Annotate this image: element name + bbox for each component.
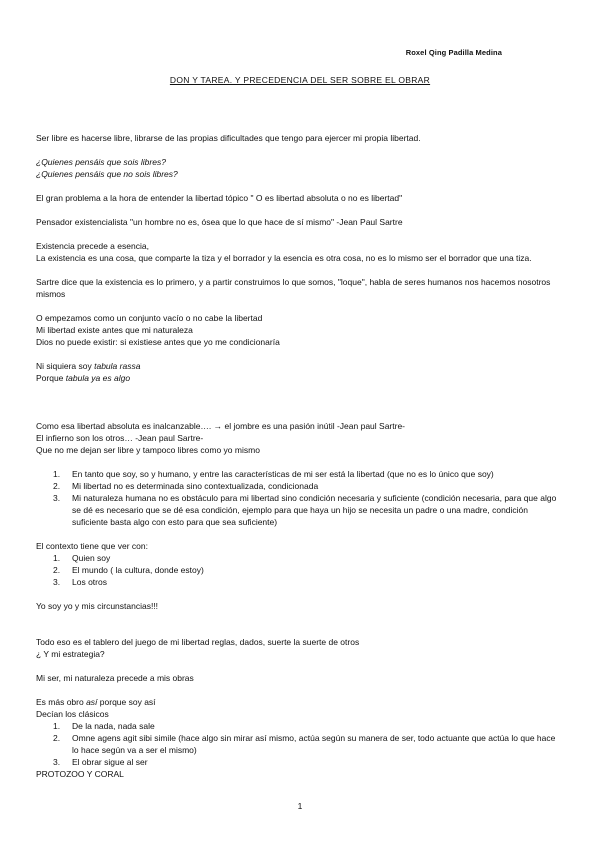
question-line	[36, 156, 564, 168]
text-span: Porque	[36, 373, 66, 383]
paragraph: El contexto tiene que ver con:	[36, 541, 148, 551]
list-item-text: Omne agens agit sibi simile (hace algo sin mirar así mismo, actúa según su manera de ser, todo actuante que actúa lo que hace lo hace según va a ser el mismo)	[72, 733, 556, 755]
paragraph: Decían los clásicos	[36, 709, 109, 719]
paragraph: Dios no puede existir: si existiese antes que yo me condicionaría	[36, 337, 280, 347]
list-item-text: El mundo ( la cultura, donde estoy)	[72, 565, 204, 575]
paragraph: Existencia precede a esencia,	[36, 241, 149, 251]
list-item-text: Mi naturaleza humana no es obstáculo para mi libertad sino condición necesaria y suficiente (condición necesaria, para que algo se dé es necesario que se dé esa condición, ejemplo para que haya un hijo se necesita un padre o una madre, condición suficiente basta algo con esto para que sea suficiente)	[72, 493, 557, 527]
paragraph: Ser libre es hacerse libre, librarse de las propias dificultades que tengo para ejercer mi propia libertad.	[36, 133, 421, 143]
list-item-text: De la nada, nada sale	[72, 721, 155, 731]
list-item	[36, 480, 564, 492]
list-item	[36, 576, 564, 588]
list-item-text: El obrar sigue al ser	[72, 757, 148, 767]
question-text: ¿Quienes pensáis que no sois libres?	[36, 169, 178, 179]
paragraph	[36, 696, 564, 708]
numbered-list	[36, 468, 564, 528]
author-name: Roxel Qing Padilla Medina	[405, 48, 502, 57]
paragraph: Todo eso es el tablero del juego de mi libertad reglas, dados, suerte la suerte de otros	[36, 637, 360, 647]
paragraph	[36, 360, 564, 372]
list-item-text: Mi libertad no es determinada sino contextualizada, condicionada	[72, 481, 319, 491]
list-number: 1.	[53, 469, 61, 479]
list-number: 2.	[53, 733, 61, 743]
question-text: ¿Quienes pensáis que sois libres?	[36, 157, 166, 167]
numbered-list	[36, 552, 564, 588]
list-number: 3.	[53, 493, 61, 503]
list-item-text: Quien soy	[72, 553, 111, 563]
list-item	[36, 756, 564, 768]
paragraph: La existencia es una cosa, que comparte la tiza y el borrador y la esencia es otra cosa, no es lo mismo ser el borrador que una tiza.	[36, 253, 532, 263]
paragraph: Mi ser, mi naturaleza precede a mis obras	[36, 673, 194, 683]
list-item	[36, 468, 564, 480]
list-number: 1.	[53, 721, 61, 731]
paragraph: PROTOZOO Y CORAL	[36, 769, 124, 779]
list-item	[36, 552, 564, 564]
paragraph: Pensador existencialista "un hombre no es, ósea que lo que hace de sí mismo" -Jean Paul Sartre	[36, 217, 403, 227]
paragraph: Como esa libertad absoluta es inalcanzable…. → el jombre es una pasión inútil -Jean paul Sartre-	[36, 421, 406, 431]
text-span: Ni siquiera soy	[36, 361, 95, 371]
list-item	[36, 564, 564, 576]
paragraph: El gran problema a la hora de entender la libertad tópico " O es libertad absoluta o no es libertad"	[36, 193, 403, 203]
paragraph: El infierno son los otros… -Jean paul Sartre-	[36, 433, 204, 443]
text-span: Es más obro	[36, 697, 87, 707]
paragraph: ¿ Y mi estrategia?	[36, 649, 105, 659]
list-number: 3.	[53, 757, 61, 767]
list-item	[36, 492, 564, 528]
list-item-text: Los otros	[72, 577, 107, 587]
page-number: 1	[297, 801, 303, 811]
list-number: 3.	[53, 577, 61, 587]
paragraph: Sartre dice que la existencia es lo primero, y a partir construimos lo que somos, "loque", habla de seres humanos nos hacemos nosotros mismos	[36, 277, 551, 299]
paragraph: Que no me dejan ser libre y tampoco libres como yo mismo	[36, 445, 260, 455]
numbered-list	[36, 720, 564, 768]
paragraph: Mi libertad existe antes que mi naturaleza	[36, 325, 193, 335]
list-number: 2.	[53, 565, 61, 575]
emphasis-text: tabula rassa	[94, 361, 141, 371]
list-number: 2.	[53, 481, 61, 491]
paragraph: O empezamos como un conjunto vacío o no cabe la libertad	[36, 313, 263, 323]
emphasis-text: así	[86, 697, 98, 707]
emphasis-text: tabula ya es algo	[65, 373, 131, 383]
list-item-text: En tanto que soy, so y humano, y entre las características de mi ser está la libertad (que no es lo único que soy)	[72, 469, 494, 479]
paragraph: Yo soy yo y mis circunstancias!!!	[36, 601, 159, 611]
document-title: DON Y TAREA. Y PRECEDENCIA DEL SER SOBRE EL OBRAR	[169, 75, 431, 85]
paragraph	[36, 372, 564, 384]
list-item	[36, 732, 564, 756]
document-body	[36, 132, 564, 780]
list-number: 1.	[53, 553, 61, 563]
text-span: porque soy así	[97, 697, 156, 707]
question-line	[36, 168, 564, 180]
list-item	[36, 720, 564, 732]
